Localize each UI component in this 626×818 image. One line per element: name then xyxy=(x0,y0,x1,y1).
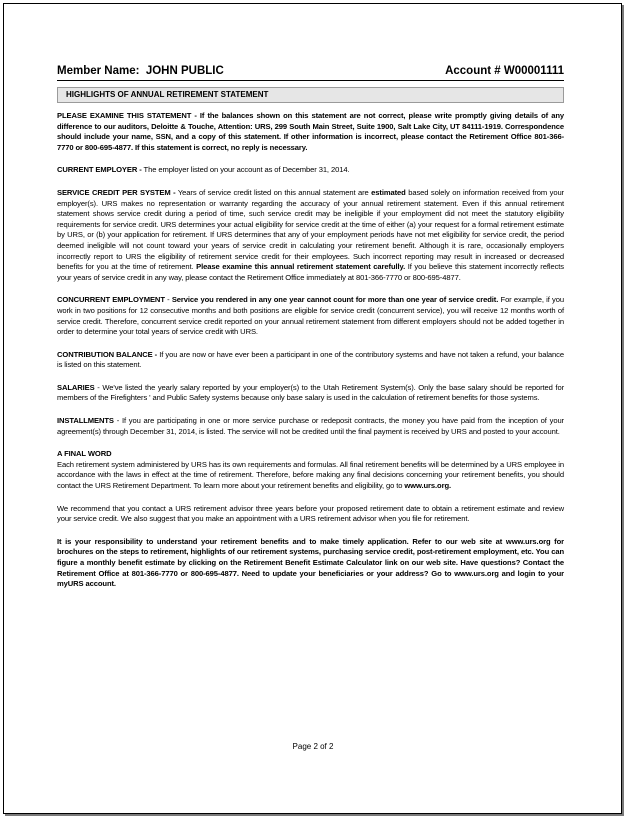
concurrent-emphasis: Service you rendered in any one year cannot count for more than one year of service credit. xyxy=(171,295,499,305)
concurrent-text-b: For example, if you work in two positions for 12 consecutive months and both positions are eligible for service credit (concurrent service), you will receive 12 months worth of service credit. Therefore, concurrent service credit reported on your annual retirement statement from different employers should not be added together in order to determine your total years of service credit with URS. xyxy=(57,295,564,337)
account-number-value: W00001111 xyxy=(503,65,564,77)
service-credit-text-a: Years of service credit listed on this annual statement are xyxy=(175,187,372,197)
concurrent-term: CONCURRENT EMPLOYMENT xyxy=(57,295,165,305)
salaries-term: SALARIES xyxy=(57,382,95,392)
concurrent-text-a: - xyxy=(164,295,172,305)
contribution-balance-paragraph xyxy=(57,350,564,371)
contribution-text: If you are now or have ever been a participant in one of the contributory systems and have not taken a refund, your balance is listed on this statement. xyxy=(57,349,564,370)
statement-body xyxy=(57,111,564,602)
final-word-title: A FINAL WORD xyxy=(57,449,112,459)
account-number-field xyxy=(445,65,564,77)
concurrent-employment-paragraph xyxy=(57,295,564,337)
contribution-term: CONTRIBUTION BALANCE - xyxy=(57,349,158,359)
section-banner: HIGHLIGHTS OF ANNUAL RETIREMENT STATEMENT xyxy=(57,87,564,103)
service-credit-emphasis: estimated xyxy=(371,187,406,197)
responsibility-paragraph: It is your responsibility to understand your retirement benefits and to make timely application. Refer to our web site at www.urs.org for brochures on the steps to retirement, highlights of our retirement systems, purchasing service credit, post-retirement employment, etc. You can figure a monthly benefit estimate by clicking on the Retirement Benefit Estimate Calculator link on our web site. Have questions? Contact the Retirement Office at 801-366-7770 or 800-695-4877. Need to update your beneficiaries or your address? Go to www.urs.org and login to your myURS account. xyxy=(57,536,564,589)
service-credit-text-c: If you believe this statement incorrectly reflects your years of service credit in any way, please contact the Retirement Office immediately at 801-366-7770 or 800-695-4877. xyxy=(57,262,564,282)
current-employer-term: CURRENT EMPLOYER - xyxy=(57,165,142,175)
account-label: Account # xyxy=(445,65,501,77)
salaries-paragraph xyxy=(57,383,564,404)
installments-paragraph xyxy=(57,416,564,437)
member-name-value: JOHN PUBLIC xyxy=(145,65,224,77)
final-word-text: Each retirement system administered by URS has its own requirements and formulas. All final retirement benefits will be determined by a URS employee in accordance with the laws in effect at the time of retirement. Therefore, before making any final decisions concerning your retirement benefits, you should contact the URS Retirement Department. To learn more about your retirement benefits and eligibility, go to xyxy=(57,459,564,491)
installments-term: INSTALLMENTS xyxy=(57,416,114,426)
page-number: Page 2 of 2 xyxy=(292,742,334,751)
service-credit-text-b: based solely on information received from your employer(s). URS makes no representation or warranty regarding the accuracy of your annual retirement statement. Even if this annual retirement statement shows service credit during a period of time, such service credit may be ineligible if your employment did not meet the statutory eligibility requirements for service credit. URS determines your actual eligibility for service credit at the time of either (a) your request for a formal retirement estimate by URS, or (b) your application for retirement. If URS determines that any of your employment periods have not met eligibility for service credit, the period deemed ineligible will not count toward your years of service credit in calculating your retirement benefit. Although it is rare, occasionally employers incorrectly report to URS the eligibility of retirement service credit for their employees. Such incorrect reporting may result in increased or decreased benefits for you at the time of retirement. xyxy=(57,187,564,272)
service-credit-term: SERVICE CREDIT PER SYSTEM - xyxy=(57,187,176,197)
current-employer-text: The employer listed on your account as of December 31, 2014. xyxy=(141,165,350,175)
examine-statement-paragraph: PLEASE EXAMINE THIS STATEMENT - If the balances shown on this statement are not correct, please write promptly giving details of any difference to our auditors, Deloitte & Touche, Attention: URS, 299 South Main Street, Suite 1900, Salt Lake City, UT 84111-1919. Correspondence should include your name, SSN, and a copy of this statement. If other information is incorrect, please contact the Retirement Office 801-366-7770 or 800-695-4877. If this statement is correct, no reply is necessary. xyxy=(57,111,564,152)
recommend-paragraph: We recommend that you contact a URS retirement advisor three years before your proposed retirement date to obtain a retirement estimate and review your service credit. We also suggest that you make an appointment with a URS retirement advisor when you file for retirement. xyxy=(57,503,564,524)
service-credit-emphasis-2: Please examine this annual retirement statement carefully. xyxy=(196,262,406,272)
urs-website-link[interactable]: www.urs.org. xyxy=(404,481,451,491)
salaries-text: - We've listed the yearly salary reported by your employer(s) to the Utah Retirement System(s). Only the base salary should be reported for members of the Firefighters ' and Public Safety systems because only base salary is used in the calculation of retirement benefits for those systems. xyxy=(57,382,564,403)
installments-text: - If you are participating in one or more service purchase or redeposit contracts, the money you have paid from the inception of your agreement(s) through December 31, 2014, is listed. The service will not be credited until the final payment is received by URS and posted to your account. xyxy=(57,416,564,436)
member-name-field xyxy=(57,65,224,77)
member-name-label: Member Name: xyxy=(57,65,140,77)
current-employer-paragraph xyxy=(57,165,564,176)
final-word-paragraph xyxy=(57,449,564,491)
member-header xyxy=(57,64,564,81)
service-credit-paragraph xyxy=(57,188,564,283)
